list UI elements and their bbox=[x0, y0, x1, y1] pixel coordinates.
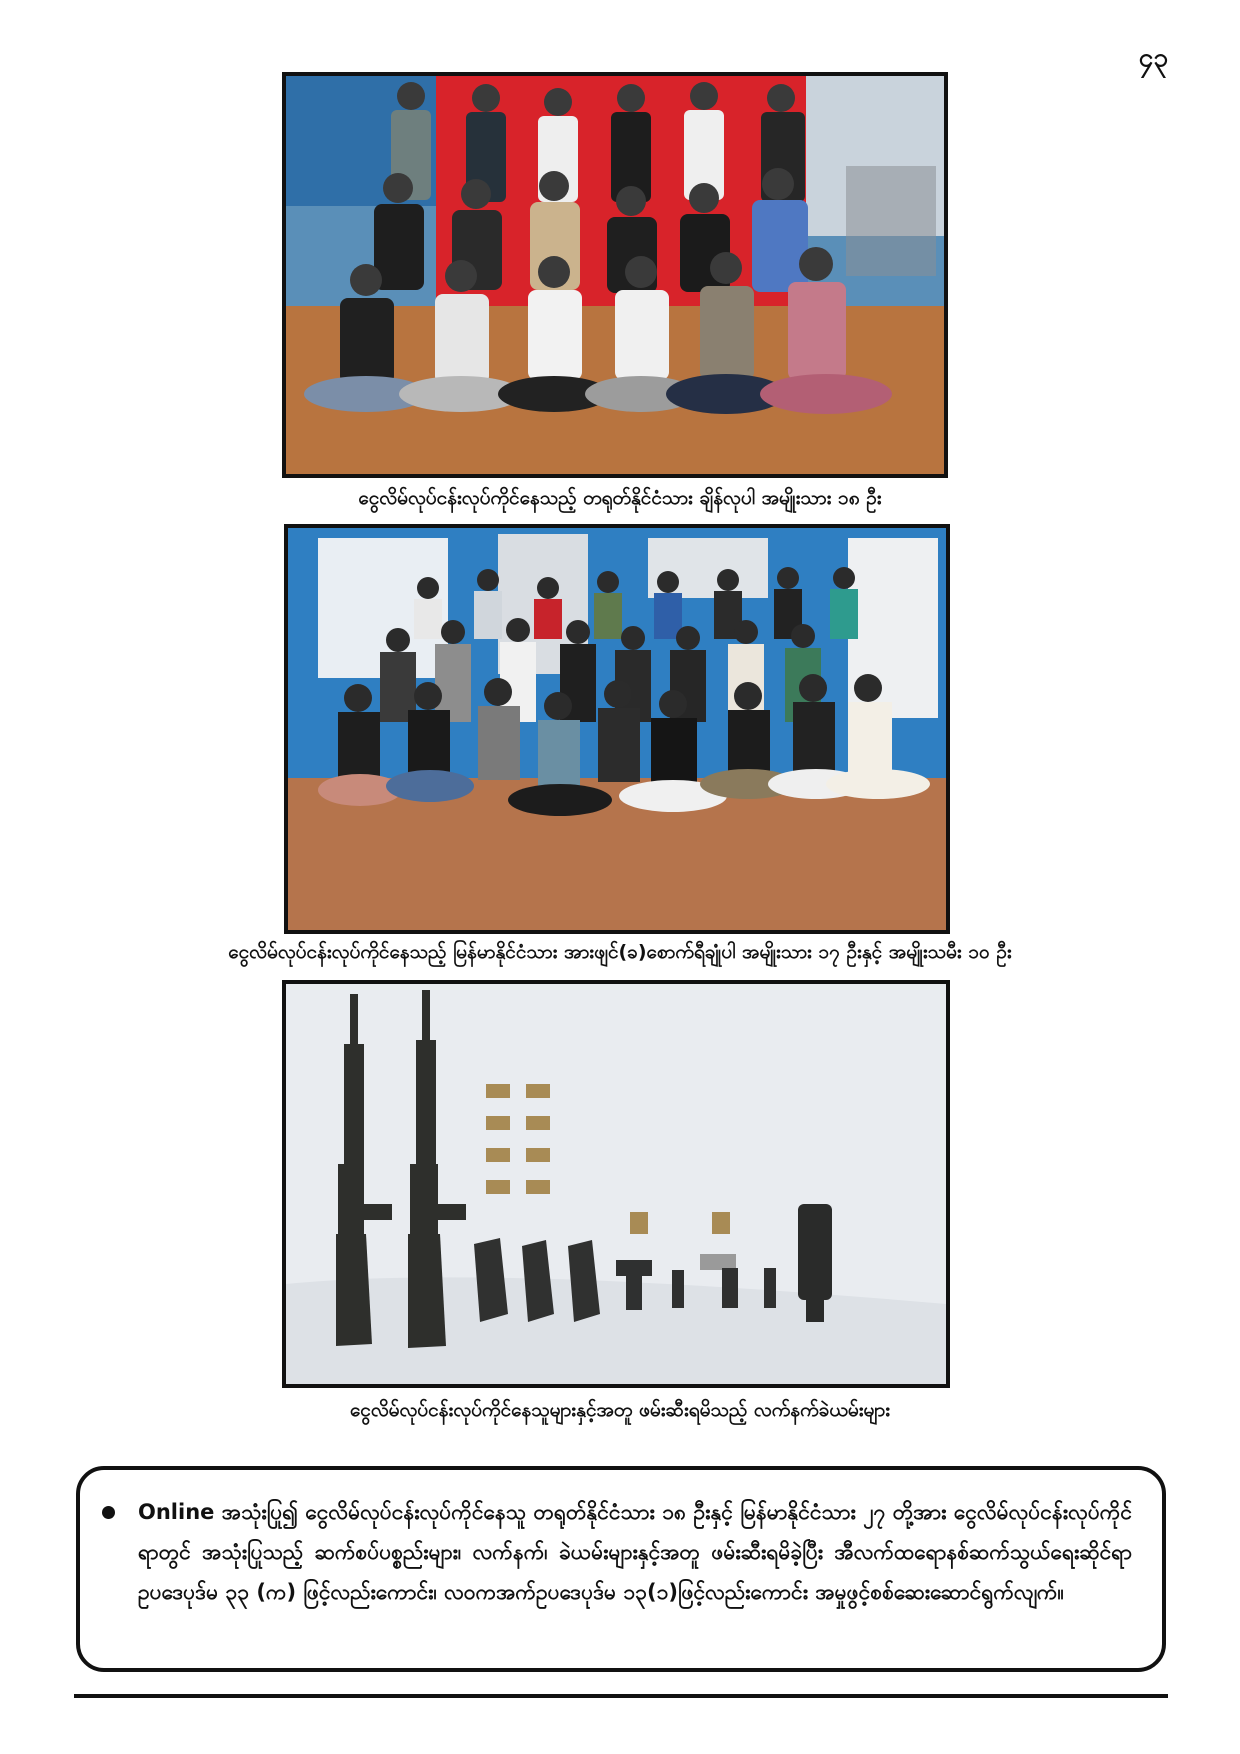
magazines bbox=[474, 1238, 600, 1322]
caption-1: ငွေလိမ်လုပ်ငန်းလုပ်ကိုင်နေသည့် တရုတ်နိုင်ငံသား ချိန်လုပါ အမျိုးသား ၁၈ ဦး bbox=[358, 487, 882, 509]
bullet-icon bbox=[102, 1506, 115, 1519]
caption-2: ငွေလိမ်လုပ်ငန်းလုပ်ကိုင်နေသည့် မြန်မာနိုင်ငံသား အားဖျင်(ခ)စောက်ရီချုံပါ အမျိုးသား ၁၇ ဦးနှင့် အမျိုးသမီး ၁၀ ဦး bbox=[228, 941, 1012, 963]
group-photo-illustration bbox=[288, 528, 946, 930]
group-photo-illustration bbox=[286, 76, 944, 474]
summary-text: Online အသုံးပြု၍ ငွေလိမ်လုပ်ငန်းလုပ်ကိုင်နေသူ တရုတ်နိုင်ငံသား ၁၈ ဦးနှင့် မြန်မာနိုင်ငံသား ၂၇ တို့အား ငွေလိမ်လုပ်ငန်းလုပ်ကိုင်ရာတွင် အသုံးပြုသည့် ဆက်စပ်ပစ္စည်းများ၊ လက်နက်၊ ခဲယမ်းများနှင့်အတူ ဖမ်းဆီးရမိခဲ့ပြီး အီလက်ထရောနစ်ဆက်သွယ်ရေးဆိုင်ရာ ဥပဒေပုဒ်မ ၃၃ (က) ဖြင့်လည်းကောင်း၊ လ၀ကအက်ဥပဒေပုဒ်မ ၁၃(၁)ဖြင့်လည်းကောင်း အမှုဖွင့်စစ်ဆေးဆောင်ရွက်လျက်။ bbox=[138, 1500, 1132, 1604]
summary-box bbox=[76, 1466, 1166, 1672]
caption-3: ငွေလိမ်လုပ်ငန်းလုပ်ကိုင်နေသူများနှင့်အတူ ဖမ်းဆီးရမိသည့် လက်နက်ခဲယမ်းများ bbox=[349, 1399, 891, 1421]
bottom-rule bbox=[74, 1694, 1168, 1698]
photo-chinese-detainees bbox=[282, 72, 948, 478]
photo-seized-weapons bbox=[282, 980, 950, 1388]
page-number: ၄၃ bbox=[1138, 43, 1168, 73]
weapons-photo-illustration bbox=[286, 984, 946, 1384]
photo-myanmar-detainees bbox=[284, 524, 950, 934]
